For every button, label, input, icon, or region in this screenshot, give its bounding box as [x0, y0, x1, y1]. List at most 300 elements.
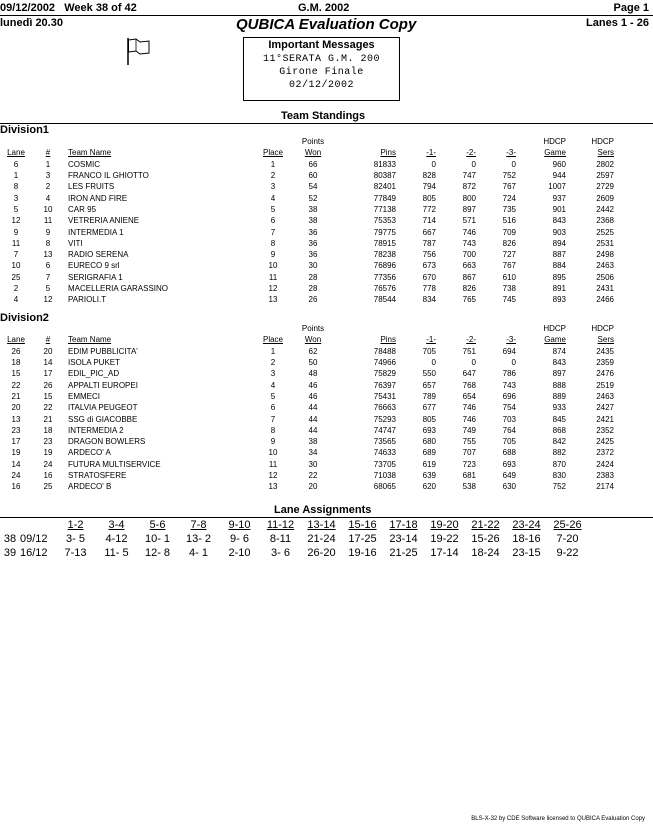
team-number-cell: 24	[43, 459, 53, 469]
game2-cell: 747	[462, 171, 476, 181]
place-cell: 2	[270, 171, 276, 181]
table-row	[0, 181, 614, 192]
game1-cell: 670	[422, 272, 436, 282]
match-cell: 12- 8	[144, 547, 171, 559]
lane-cell: 8	[13, 182, 19, 192]
day-time: lunedì 20.30	[0, 17, 63, 29]
game3-cell: 688	[502, 448, 516, 458]
hdcp-sers-cell: 2525	[596, 227, 614, 237]
game3-cell: 696	[502, 391, 516, 401]
match-cell: 11- 5	[104, 547, 129, 559]
pins-cell: 76896	[373, 261, 396, 271]
week-date: 09/12	[20, 533, 48, 545]
game3-cell: 0	[511, 159, 516, 169]
lane-cell: 10	[11, 261, 21, 271]
game1-cell: 828	[422, 171, 436, 181]
place-cell: 4	[270, 380, 276, 390]
place-cell: 6	[270, 403, 276, 413]
match-cell: 21-24	[307, 533, 336, 545]
team-name-cell: MACELLERIA GARASSINO	[68, 284, 169, 293]
place-cell: 12	[268, 284, 278, 293]
game2-cell: 746	[462, 227, 476, 237]
place-cell: 3	[270, 369, 276, 379]
team-number-cell: 25	[43, 482, 53, 492]
game2-cell: 0	[471, 159, 476, 169]
hdcp-sers-cell: 2174	[596, 482, 614, 492]
team-name-cell: IRON AND FIRE	[68, 193, 128, 203]
table-row	[0, 391, 614, 402]
game3-cell: 738	[502, 284, 516, 293]
lane-cell: 26	[11, 346, 21, 356]
team-name-cell: PARIOLI.T	[68, 295, 107, 305]
place-cell: 11	[268, 459, 278, 469]
team-number-cell: 16	[43, 471, 53, 480]
hdcp-game-cell: 874	[552, 346, 566, 356]
team-number-cell: 17	[43, 369, 53, 379]
match-cell: 17-14	[430, 547, 459, 559]
lane-cell: 6	[13, 159, 19, 169]
lane-cell: 3	[13, 193, 19, 203]
col-place: Place	[262, 148, 283, 158]
game2-cell: 826	[462, 284, 476, 293]
points-won-cell: 44	[308, 403, 318, 413]
team-name-cell: INTERMEDIA 2	[68, 425, 124, 435]
lane-cell: 2	[13, 284, 19, 293]
hdcp-game-cell: 868	[552, 425, 566, 435]
team-name-cell: LES FRUITS	[68, 182, 115, 192]
table-row	[0, 238, 614, 249]
lane-pair: 17-18	[389, 519, 418, 531]
footer-license: BLS-X-32 by CDE Software licensed to QUBICA Evaluation Copy	[471, 816, 645, 822]
hdcp-sers-cell: 2609	[596, 193, 614, 203]
game3-cell: 630	[502, 482, 516, 492]
points-won-cell: 52	[308, 193, 318, 203]
pins-cell: 74747	[373, 425, 396, 435]
place-cell: 4	[270, 193, 276, 203]
points-won-cell: 44	[308, 414, 318, 424]
points-won-cell: 50	[308, 358, 318, 368]
col-pins: Pins	[380, 335, 396, 345]
game1-cell: 805	[422, 193, 436, 203]
game1-cell: 693	[422, 425, 436, 435]
game3-cell: 516	[502, 216, 516, 226]
division-title: Division2	[0, 312, 49, 324]
hdcp-game-cell: 901	[552, 204, 566, 214]
game2-cell: 768	[462, 380, 476, 390]
table-row	[0, 447, 614, 458]
place-cell: 9	[270, 437, 276, 447]
place-cell: 7	[270, 414, 276, 424]
team-number-cell: 8	[45, 238, 51, 248]
team-name-cell: EDIM PUBBLICITA'	[68, 346, 138, 356]
pins-cell: 79775	[373, 227, 396, 237]
points-won-cell: 46	[308, 380, 318, 390]
team-number-cell: 12	[43, 295, 53, 305]
game1-cell: 789	[422, 391, 436, 401]
hdcp-game-cell: 891	[552, 284, 566, 293]
game2-cell: 749	[462, 425, 476, 435]
place-cell: 11	[268, 272, 278, 282]
game2-cell: 723	[462, 459, 476, 469]
place-cell: 1	[270, 346, 276, 356]
team-name-cell: VETRERIA ANIENE	[68, 216, 140, 226]
week-date: 16/12	[20, 547, 48, 559]
game3-cell: 745	[502, 295, 516, 305]
hdcp-game-cell: 903	[552, 227, 566, 237]
points-won-cell: 36	[308, 250, 318, 260]
pins-cell: 81833	[373, 159, 396, 169]
match-cell: 3- 5	[66, 533, 85, 545]
game2-cell: 681	[462, 471, 476, 480]
team-name-cell: EURECO 9 srl	[68, 261, 120, 271]
game1-cell: 639	[422, 471, 436, 480]
team-name-cell: FUTURA MULTISERVICE	[68, 459, 161, 469]
game2-cell: 897	[462, 204, 476, 214]
game2-cell: 663	[462, 261, 476, 271]
page-number: Page 1	[613, 2, 649, 14]
match-cell: 4- 1	[189, 547, 208, 559]
lane-assignment-row	[0, 532, 588, 546]
lane-cell: 21	[11, 391, 21, 401]
flag-icon	[126, 36, 152, 66]
hdcp-sers-cell: 2431	[596, 284, 614, 293]
game1-cell: 805	[422, 414, 436, 424]
place-cell: 7	[270, 227, 276, 237]
pins-cell: 82401	[373, 182, 396, 192]
team-number-cell: 19	[43, 448, 53, 458]
team-number-cell: 20	[43, 346, 53, 356]
pins-cell: 76576	[373, 284, 396, 293]
points-won-cell: 28	[308, 284, 318, 293]
match-cell: 13- 2	[185, 533, 212, 545]
points-won-cell: 20	[308, 482, 318, 492]
match-cell: 3- 6	[271, 547, 290, 559]
hdcp-sers-cell: 2729	[596, 182, 614, 192]
match-cell: 10- 1	[144, 533, 171, 545]
game3-cell: 703	[502, 414, 516, 424]
lane-cell: 15	[11, 369, 21, 379]
hdcp-sers-cell: 2383	[596, 471, 614, 480]
game1-cell: 714	[422, 216, 436, 226]
division-title: Division1	[0, 124, 49, 136]
table-row	[0, 260, 614, 271]
match-cell: 18-24	[471, 547, 500, 559]
game1-cell: 550	[422, 369, 436, 379]
hdcp-game-cell: 937	[552, 193, 566, 203]
place-cell: 1	[270, 159, 276, 169]
lane-cell: 19	[11, 448, 21, 458]
col-num: #	[45, 335, 51, 345]
hdcp-sers-cell: 2463	[596, 391, 614, 401]
hdcp-game-cell: 944	[552, 171, 566, 181]
pins-cell: 75293	[373, 414, 396, 424]
messages-title: Important Messages	[268, 39, 375, 51]
pins-cell: 78544	[373, 295, 396, 305]
points-won-cell: 62	[308, 346, 318, 356]
lane-cell: 9	[13, 227, 19, 237]
table-row	[0, 470, 614, 481]
team-name-cell: APPALTI EUROPEI	[68, 380, 138, 390]
hdcp-sers-cell: 2368	[596, 216, 614, 226]
game3-cell: 694	[502, 346, 516, 356]
col-won: Won	[304, 335, 322, 345]
team-number-cell: 4	[45, 193, 51, 203]
table-row	[0, 368, 614, 379]
hdcp-sers-cell: 2359	[596, 358, 614, 368]
game1-cell: 667	[422, 227, 436, 237]
place-cell: 5	[270, 391, 276, 401]
hdcp-sers-cell: 2519	[596, 380, 614, 390]
pins-cell: 80387	[373, 171, 396, 181]
game3-cell: 693	[502, 459, 516, 469]
col-won: Won	[304, 148, 322, 158]
hdcp-sers-cell: 2463	[596, 261, 614, 271]
place-cell: 8	[270, 425, 276, 435]
match-cell: 23-15	[512, 547, 541, 559]
game2-cell: 867	[462, 272, 476, 282]
game2-cell: 700	[462, 250, 476, 260]
hdcp-game-cell: 893	[552, 295, 566, 305]
hdcp-game-cell: 888	[552, 380, 566, 390]
match-cell: 19-22	[430, 533, 459, 545]
match-cell: 2-10	[228, 547, 251, 559]
col-points: Points	[301, 324, 325, 334]
hdcp-game-cell: 843	[552, 358, 566, 368]
game2-cell: 647	[462, 369, 476, 379]
hdcp-sers-cell: 2424	[596, 459, 614, 469]
hdcp-sers-cell: 2372	[596, 448, 614, 458]
points-won-cell: 38	[308, 437, 318, 447]
game3-cell: 767	[502, 261, 516, 271]
team-name-cell: EDIL_PIC_AD	[68, 369, 120, 379]
game3-cell: 735	[502, 204, 516, 214]
game1-cell: 689	[422, 448, 436, 458]
game2-cell: 751	[462, 346, 476, 356]
col-hdcp: HDCP	[543, 324, 566, 334]
lane-cell: 1	[13, 171, 19, 181]
place-cell: 10	[268, 261, 278, 271]
team-number-cell: 11	[43, 216, 53, 226]
pins-cell: 78238	[373, 250, 396, 260]
lane-pair: 9-10	[228, 519, 251, 531]
game2-cell: 0	[471, 358, 476, 368]
table-row	[0, 159, 614, 170]
col-hdcp: HDCP	[591, 324, 614, 334]
game1-cell: 657	[422, 380, 436, 390]
game1-cell: 673	[422, 261, 436, 271]
lane-cell: 4	[13, 295, 19, 305]
lane-assignment-row	[0, 546, 588, 560]
match-cell: 26-20	[307, 547, 336, 559]
col-hdcp: HDCP	[543, 137, 566, 147]
game1-cell: 680	[422, 437, 436, 447]
team-name-cell: COSMIC	[68, 159, 100, 169]
team-number-cell: 14	[43, 358, 53, 368]
game3-cell: 754	[502, 403, 516, 413]
match-cell: 23-14	[389, 533, 418, 545]
place-cell: 8	[270, 238, 276, 248]
hdcp-sers-cell: 2506	[596, 272, 614, 282]
team-number-cell: 18	[43, 425, 53, 435]
col-team: Team Name	[68, 335, 112, 345]
lane-pair: 7-8	[190, 519, 207, 531]
team-number-cell: 9	[45, 227, 51, 237]
game3-cell: 767	[502, 182, 516, 192]
points-won-cell: 60	[308, 171, 318, 181]
place-cell: 10	[268, 448, 278, 458]
game1-cell: 787	[422, 238, 436, 248]
col-lane: Lane	[7, 148, 25, 158]
table-row	[0, 413, 614, 424]
hdcp-game-cell: 894	[552, 238, 566, 248]
table-row	[0, 346, 614, 357]
lane-cell: 16	[11, 482, 21, 492]
points-won-cell: 54	[308, 182, 318, 192]
points-won-cell: 38	[308, 216, 318, 226]
lane-cell: 20	[11, 403, 21, 413]
lane-cell: 7	[13, 250, 19, 260]
game1-cell: 620	[422, 482, 436, 492]
col-lane: Lane	[7, 335, 25, 345]
hdcp-game-cell: 884	[552, 261, 566, 271]
team-name-cell: VITI	[68, 238, 83, 248]
lane-pair: 25-26	[553, 519, 582, 531]
message-line: 11°SERATA G.M. 200	[262, 54, 381, 65]
hdcp-game-cell: 842	[552, 437, 566, 447]
lane-pair: 3-4	[108, 519, 125, 531]
hdcp-game-cell: 843	[552, 216, 566, 226]
game3-cell: 826	[502, 238, 516, 248]
game2-cell: 707	[462, 448, 476, 458]
lane-pair: 11-12	[266, 519, 295, 531]
game3-cell: 724	[502, 193, 516, 203]
hdcp-game-cell: 897	[552, 369, 566, 379]
week-label: Week 38 of 42	[64, 2, 137, 14]
game1-cell: 834	[422, 295, 436, 305]
lane-cell: 25	[11, 272, 21, 282]
team-name-cell: SSG di GIACOBBE	[68, 414, 138, 424]
team-number-cell: 10	[43, 204, 53, 214]
game3-cell: 764	[502, 425, 516, 435]
lane-assignments-title: Lane Assignments	[274, 504, 372, 516]
lane-assignments-table	[0, 518, 588, 560]
pins-cell: 77138	[373, 204, 396, 214]
hdcp-game-cell: 870	[552, 459, 566, 469]
team-number-cell: 26	[43, 380, 53, 390]
table-row	[0, 436, 614, 447]
match-cell: 8-11	[269, 533, 292, 545]
game2-cell: 571	[462, 216, 476, 226]
hdcp-sers-cell: 2498	[596, 250, 614, 260]
match-cell: 4-12	[105, 533, 128, 545]
week-number: 39	[3, 547, 17, 559]
hdcp-sers-cell: 2802	[596, 159, 614, 169]
lane-cell: 18	[11, 358, 21, 368]
game3-cell: 705	[502, 437, 516, 447]
lane-pair: 13-14	[307, 519, 336, 531]
table-row	[0, 249, 614, 260]
game1-cell: 0	[431, 358, 436, 368]
match-cell: 7-20	[556, 533, 579, 545]
pins-cell: 75431	[373, 391, 396, 401]
pins-cell: 75829	[373, 369, 396, 379]
game2-cell: 538	[462, 482, 476, 492]
table-row	[0, 170, 614, 181]
week-number: 38	[3, 533, 17, 545]
lane-cell: 23	[11, 425, 21, 435]
col-hdcp-game: Game	[544, 148, 566, 158]
lane-pair: 21-22	[471, 519, 500, 531]
team-number-cell: 22	[43, 403, 53, 413]
lane-cell: 11	[11, 238, 21, 248]
table-row	[0, 204, 614, 215]
lane-pair: 23-24	[512, 519, 541, 531]
match-cell: 19-16	[348, 547, 377, 559]
lane-cell: 14	[11, 459, 21, 469]
game3-cell: 709	[502, 227, 516, 237]
table-row	[0, 283, 614, 294]
points-won-cell: 28	[308, 272, 318, 282]
pins-cell: 71038	[373, 471, 396, 480]
lane-cell: 24	[11, 471, 21, 480]
table-row	[0, 425, 614, 436]
team-name-cell: ARDECO' A	[68, 448, 111, 458]
pins-cell: 68065	[373, 482, 396, 492]
lane-cell: 17	[11, 437, 21, 447]
col-team: Team Name	[68, 148, 112, 158]
points-won-cell: 26	[308, 295, 318, 305]
match-cell: 17-25	[348, 533, 377, 545]
place-cell: 9	[270, 250, 276, 260]
col-game1: -1-	[426, 148, 436, 158]
hdcp-game-cell: 887	[552, 250, 566, 260]
table-row	[0, 379, 614, 390]
hdcp-sers-cell: 2466	[596, 295, 614, 305]
game2-cell: 746	[462, 403, 476, 413]
pins-cell: 77849	[373, 193, 396, 203]
match-cell: 18-16	[512, 533, 541, 545]
table-row	[0, 402, 614, 413]
hdcp-game-cell: 889	[552, 391, 566, 401]
lane-cell: 5	[13, 204, 19, 214]
team-number-cell: 2	[45, 182, 51, 192]
hdcp-sers-cell: 2421	[596, 414, 614, 424]
team-number-cell: 1	[45, 159, 51, 169]
place-cell: 2	[270, 358, 276, 368]
report-date: 09/12/2002	[0, 2, 56, 14]
game1-cell: 619	[422, 459, 436, 469]
lane-pair: 1-2	[67, 519, 84, 531]
col-hdcp-sers: Sers	[597, 148, 614, 158]
hdcp-game-cell: 895	[552, 272, 566, 282]
game2-cell: 872	[462, 182, 476, 192]
hdcp-sers-cell: 2425	[596, 437, 614, 447]
game1-cell: 794	[422, 182, 436, 192]
pins-cell: 75353	[373, 216, 396, 226]
game1-cell: 772	[422, 204, 436, 214]
hdcp-sers-cell: 2442	[596, 204, 614, 214]
team-name-cell: CAR 95	[68, 204, 97, 214]
table-row	[0, 272, 614, 283]
lane-pair: 19-20	[430, 519, 459, 531]
division1-table	[0, 136, 614, 305]
col-pins: Pins	[380, 148, 396, 158]
team-number-cell: 15	[43, 391, 53, 401]
game2-cell: 654	[462, 391, 476, 401]
pins-cell: 77356	[373, 272, 396, 282]
col-num: #	[45, 148, 51, 158]
points-won-cell: 66	[308, 159, 318, 169]
